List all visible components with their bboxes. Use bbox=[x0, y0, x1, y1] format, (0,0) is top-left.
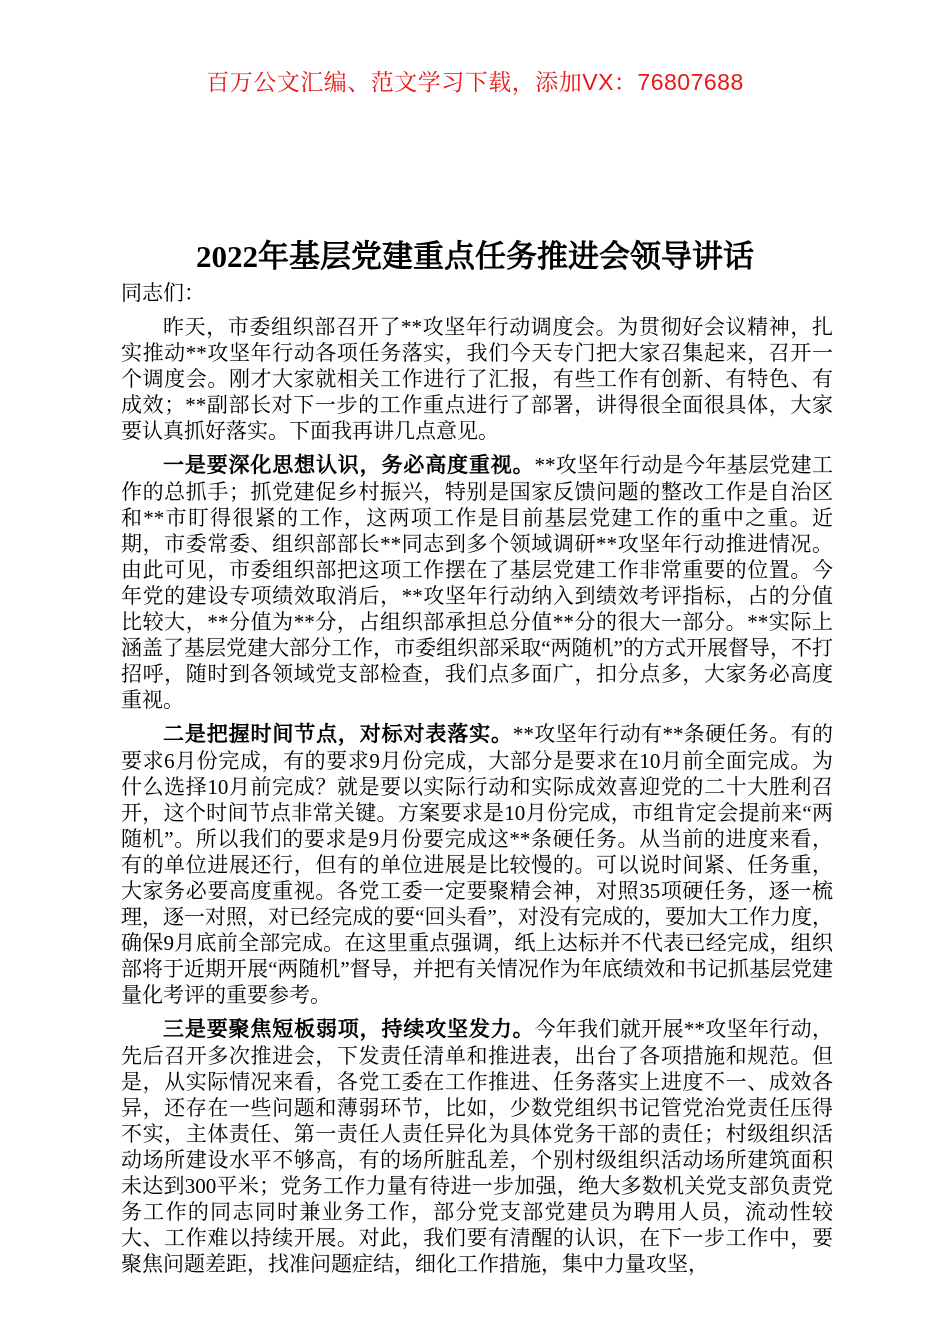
section-3-paragraph bbox=[121, 1016, 833, 1277]
paragraph-text: 昨天，市委组织部召开了**攻坚年行动调度会。为贯彻好会议精神，扎实推动**攻坚年行动各项任务落实，我们今天专门把大家召集起来，召开一个调度会。刚才大家就相关工作进行了汇报，有些工作有创新、有特色、有成效；**副部长对下一步的工作重点进行了部署，讲得很全面很具体，大家要认真抓好落实。下面我再讲几点意见。 bbox=[121, 315, 833, 443]
section-3-heading: 三是要聚焦短板弱项，持续攻坚发力。 bbox=[163, 1018, 535, 1041]
section-1-paragraph bbox=[121, 452, 833, 713]
page-title: 2022年基层党建重点任务推进会领导讲话 bbox=[196, 238, 754, 274]
document-body bbox=[121, 280, 833, 1285]
promo-header-text: 百万公文汇编、范文学习下载，添加VX：76807688 bbox=[206, 69, 744, 95]
section-2-heading: 二是把握时间节点，对标对表落实。 bbox=[163, 723, 513, 746]
paragraph-text: 今年我们就开展**攻坚年行动，先后召开多次推进会，下发责任清单和推进表，出台了各项措施和规范。但是，从实际情况来看，各党工委在工作推进、任务落实上进度不一、成效各异，还存在一些问题和薄弱环节，比如，少数党组织书记管党治党责任压得不实，主体责任、第一责任人责任异化为具体党务干部的责任；村级组织活动场所建设水平不够高，有的场所脏乱差，个别村级组织活动场所建筑面积未达到300平米；党务工作力量有待进一步加强，绝大多数机关党支部负责党务工作的同志同时兼业务工作，部分党支部党建员为聘用人员，流动性较大、工作难以持续开展。对此，我们要有清醒的认识，在下一步工作中，要聚焦问题差距，找准问题症结，细化工作措施，集中力量攻坚， bbox=[121, 1017, 834, 1276]
paragraph-text: 同志们： bbox=[121, 281, 205, 305]
section-1-heading: 一是要深化思想认识，务必高度重视。 bbox=[163, 454, 535, 477]
paragraph-text: **攻坚年行动有**条硬任务。有的要求6月份完成，有的要求9月份完成，大部分是要求在10月前全面完成。为什么选择10月前完成？就是要以实际行动和实际成效喜迎党的二十大胜利召开，这个时间节点非常关键。方案要求是10月份完成，市组肯定会提前来“两随机”。所以我们的要求是9月份要完成这**条硬任务。从当前的进度来看，有的单位进展还行，但有的单位进展是比较慢的。可以说时间紧、任务重，大家务必要高度重视。各党工委一定要聚精会神，对照35项硬任务，逐一梳理，逐一对照，对已经完成的要“回头看”，对没有完成的，要加大工作力度，确保9月底前全部完成。在这里重点强调，纸上达标并不代表已经完成，组织部将于近期开展“两随机”督导，并把有关情况作为年底绩效和书记抓基层党建量化考评的重要参考。 bbox=[121, 722, 834, 1007]
paragraph-text: **攻坚年行动是今年基层党建工作的总抓手；抓党建促乡村振兴，特别是国家反馈问题的整改工作是自治区和**市盯得很紧的工作，这两项工作是目前基层党建工作的重中之重。近期，市委常委、组织部部长**同志到多个领域调研**攻坚年行动推进情况。由此可见，市委组织部把这项工作摆在了基层党建工作非常重要的位置。今年党的建设专项绩效取消后，**攻坚年行动纳入到绩效考评指标，占的分值比较大，**分值为**分，占组织部承担总分值**分的很大一部分。**实际上涵盖了基层党建大部分工作，市委组织部采取“两随机”的方式开展督导，不打招呼，随时到各领域党支部检查，我们点多面广，扣分点多，大家务必高度重视。 bbox=[121, 453, 834, 712]
salutation-paragraph bbox=[121, 280, 833, 306]
intro-paragraph bbox=[121, 314, 833, 444]
section-2-paragraph bbox=[121, 721, 833, 1008]
